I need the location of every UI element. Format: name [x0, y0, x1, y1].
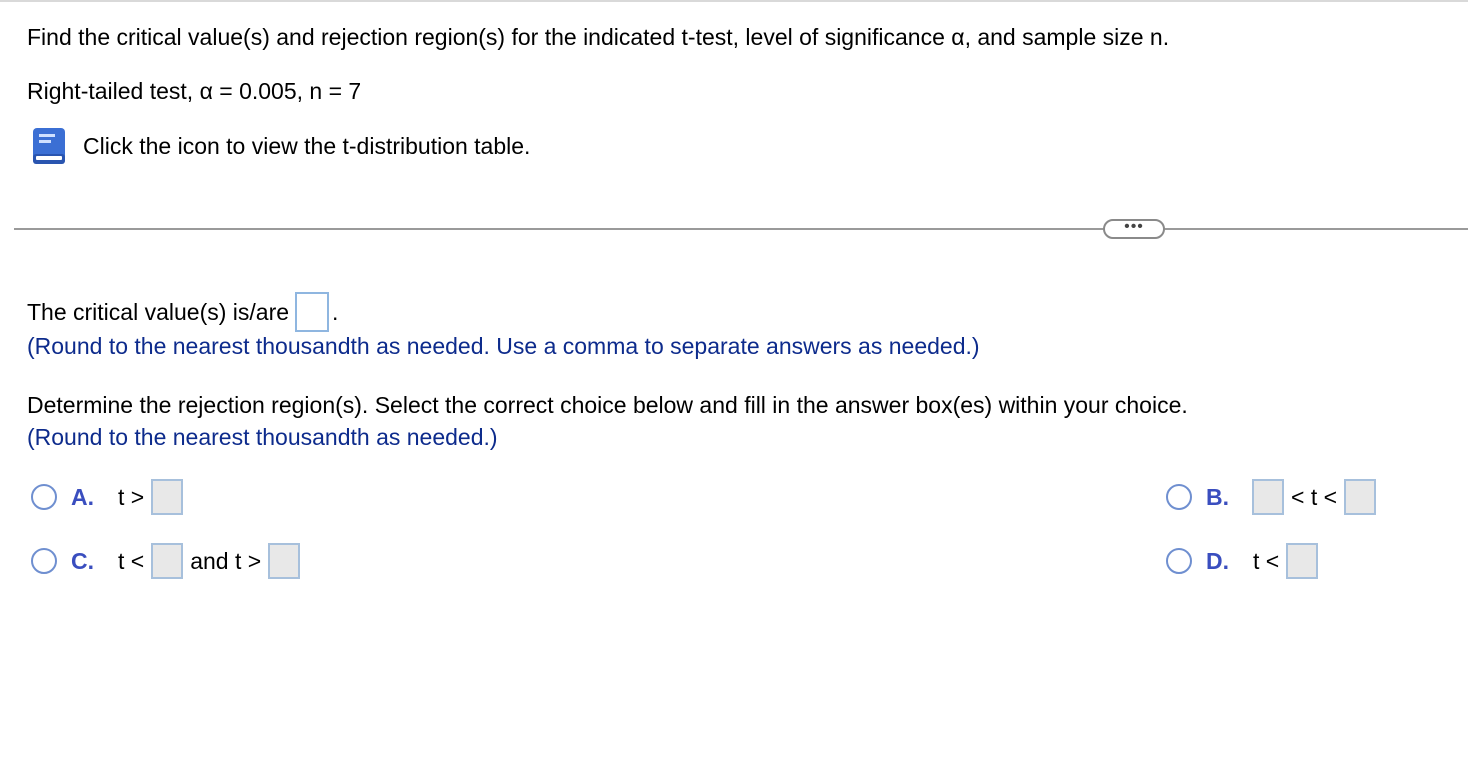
choice-d-radio[interactable]	[1166, 548, 1192, 574]
choice-b-symbol: < t <	[1291, 483, 1338, 510]
choice-a-letter: A.	[71, 483, 94, 510]
choice-d-letter: D.	[1206, 547, 1229, 574]
section-divider	[14, 228, 1468, 230]
choice-c[interactable]	[31, 541, 303, 581]
choice-d-symbol: t <	[1253, 547, 1280, 574]
choice-c-input-upper[interactable]	[268, 543, 300, 579]
choice-a[interactable]	[31, 477, 186, 517]
choice-b-input-lower[interactable]	[1252, 479, 1284, 515]
choice-a-input[interactable]	[151, 479, 183, 515]
rejection-prompt: Determine the rejection region(s). Select the correct choice below and fill in the answer box(es) within your choice.	[27, 392, 1188, 418]
t-table-link-text[interactable]: Click the icon to view the t-distribution table.	[83, 132, 531, 159]
question-instruction: Find the critical value(s) and rejection region(s) for the indicated t-test, level of significance α, and sample size n.	[27, 24, 1170, 50]
choice-b-radio[interactable]	[1166, 484, 1192, 510]
critical-value-hint: (Round to the nearest thousandth as needed. Use a comma to separate answers as needed.)	[27, 333, 980, 359]
choice-c-radio[interactable]	[31, 548, 57, 574]
choice-a-radio[interactable]	[31, 484, 57, 510]
choice-b-input-upper[interactable]	[1344, 479, 1376, 515]
t-table-link[interactable]	[27, 124, 530, 168]
critical-value-line	[27, 292, 338, 332]
critical-value-period: .	[332, 298, 339, 325]
choice-b[interactable]	[1166, 477, 1379, 517]
rejection-hint: (Round to the nearest thousandth as needed.)	[27, 424, 498, 450]
book-icon[interactable]	[27, 124, 71, 168]
choice-b-letter: B.	[1206, 483, 1229, 510]
choice-d-input[interactable]	[1286, 543, 1318, 579]
choice-d[interactable]	[1166, 541, 1321, 581]
choice-c-symbol-upper: and t >	[190, 547, 262, 574]
choice-c-input-lower[interactable]	[151, 543, 183, 579]
critical-value-input[interactable]	[295, 292, 329, 332]
expand-ellipsis-button[interactable]: •••	[1103, 219, 1165, 239]
choice-c-symbol-lower: t <	[118, 547, 145, 574]
top-border	[0, 0, 1468, 2]
choice-c-letter: C.	[71, 547, 94, 574]
critical-value-label: The critical value(s) is/are	[27, 298, 290, 325]
question-given: Right-tailed test, α = 0.005, n = 7	[27, 78, 362, 104]
choice-a-symbol: t >	[118, 483, 145, 510]
